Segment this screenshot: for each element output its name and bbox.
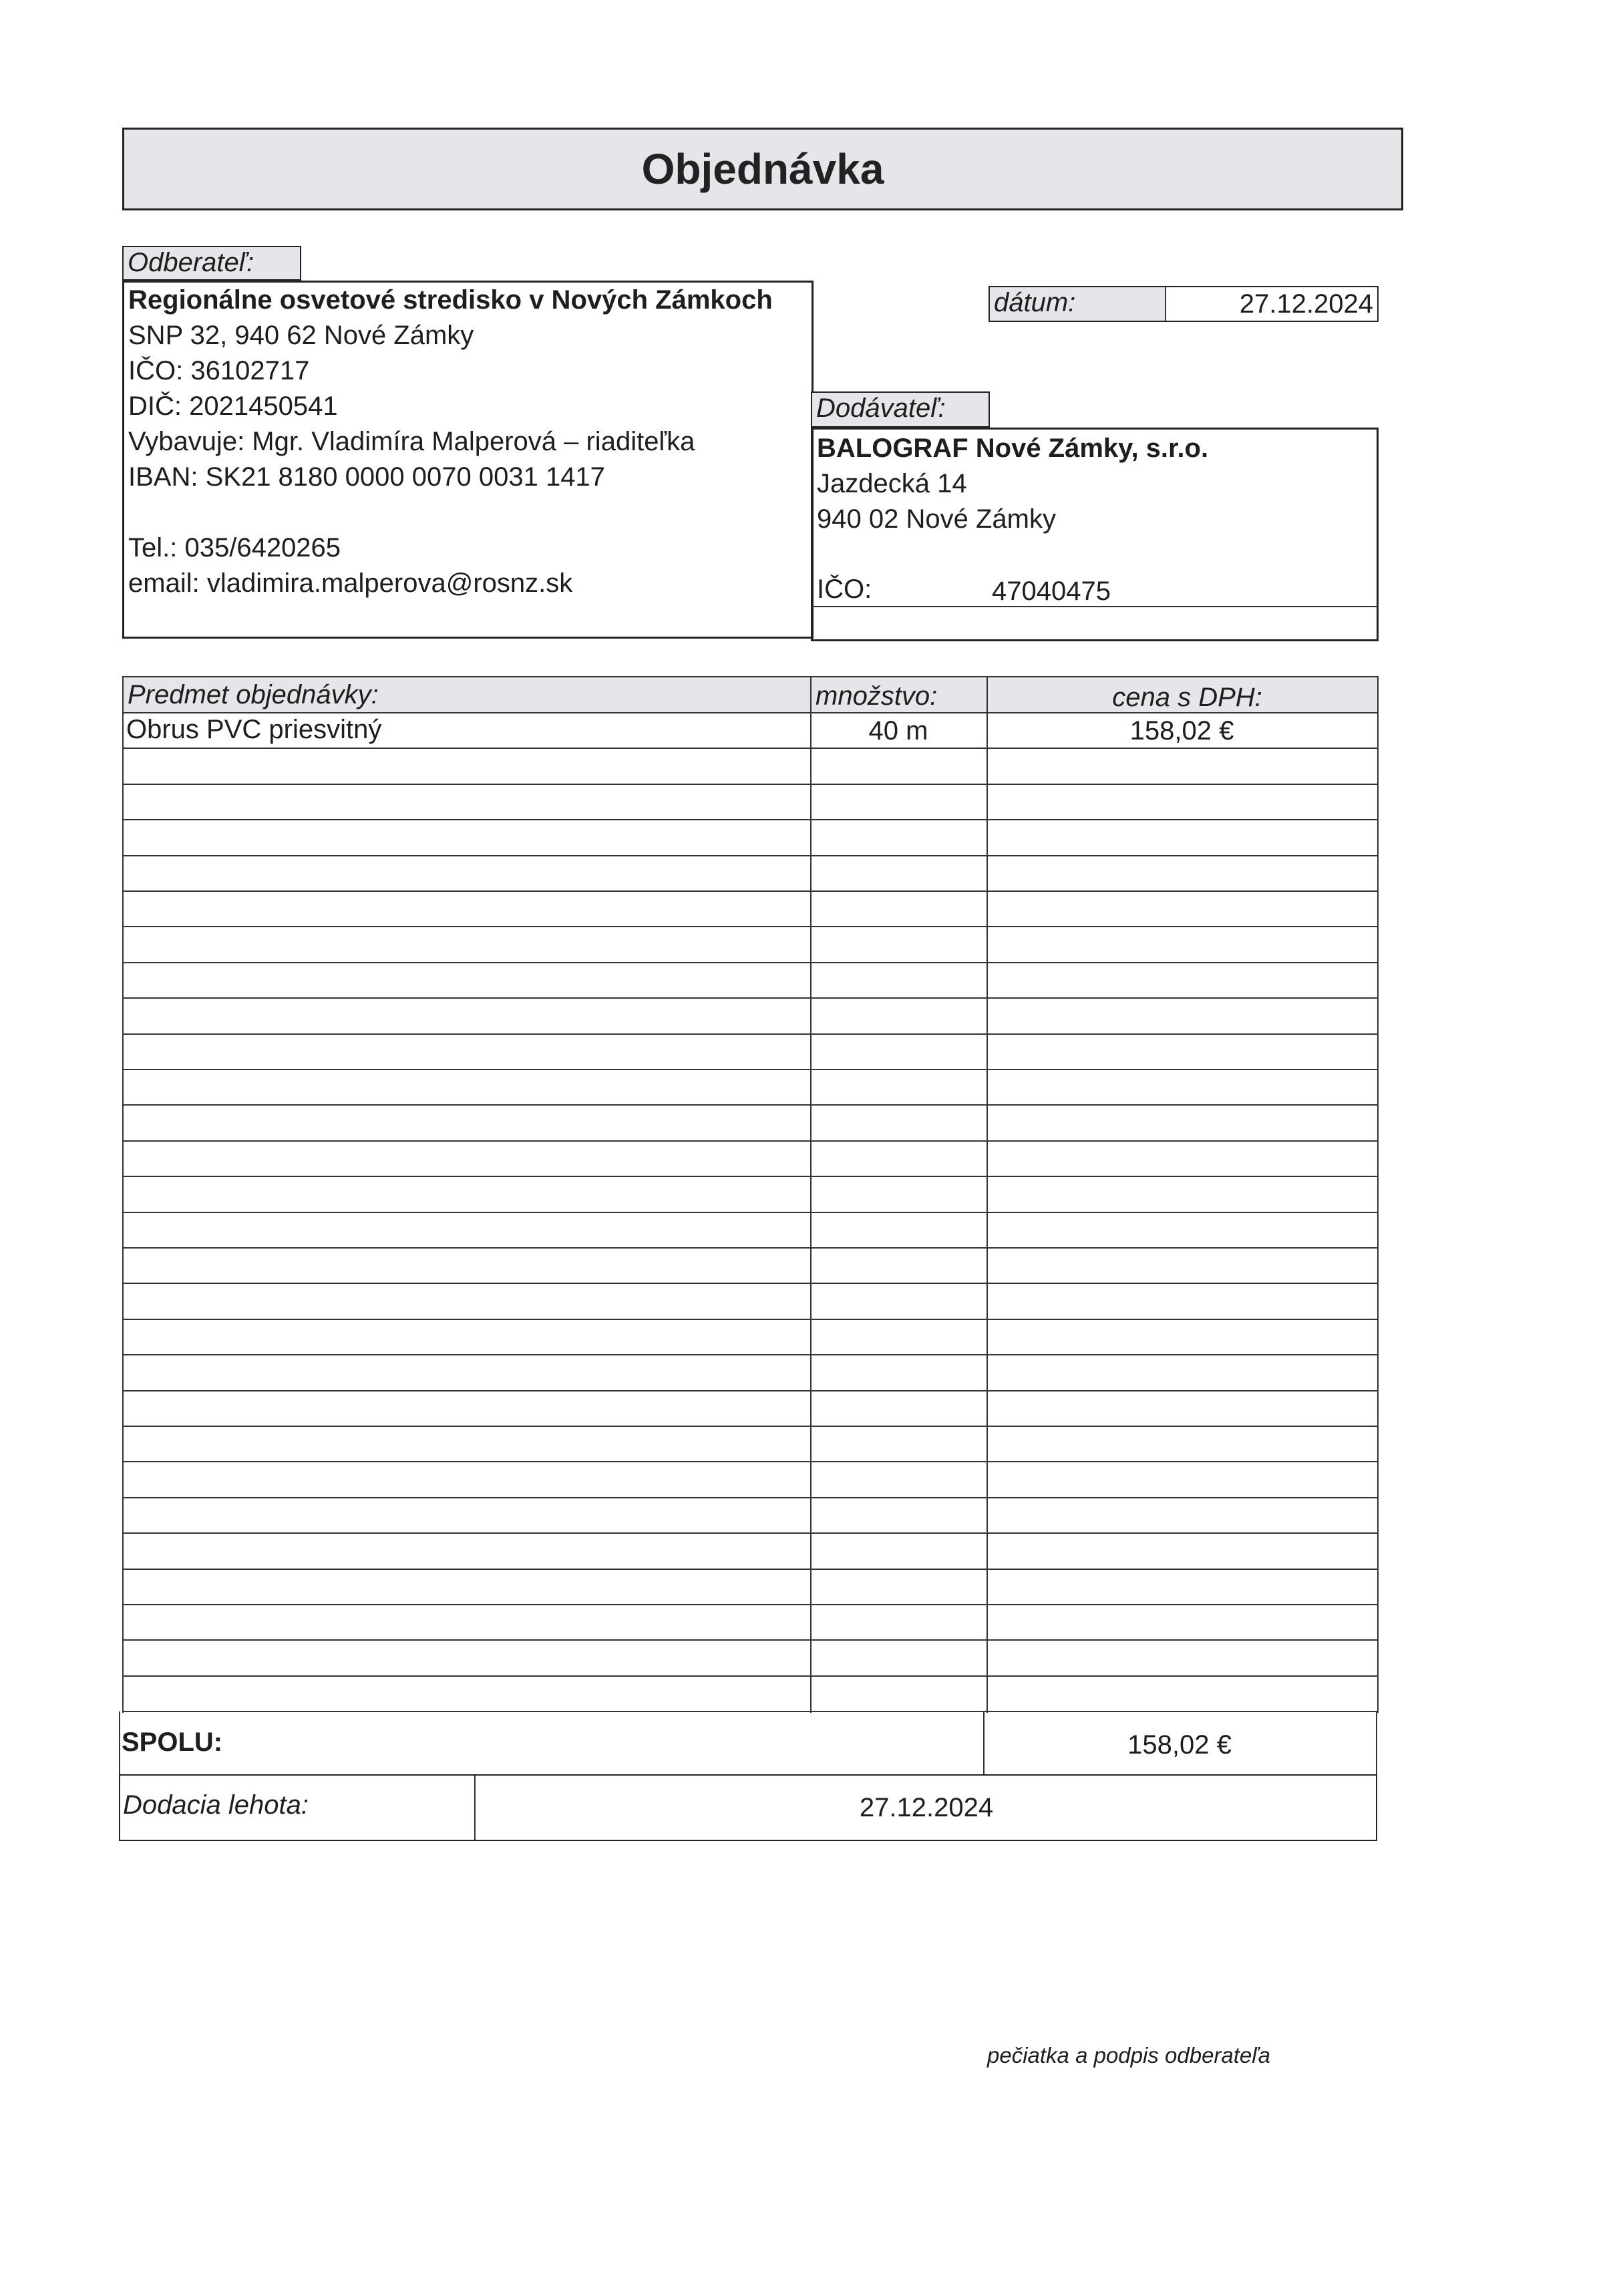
table-row-line [122, 1569, 1379, 1570]
table-border-right [1377, 676, 1379, 1713]
header-price: cena s DPH: [1112, 683, 1262, 712]
signature-caption: pečiatka a podpis odberateľa [987, 2043, 1270, 2068]
customer-address: SNP 32, 940 62 Nové Zámky [128, 321, 474, 350]
date-box [989, 286, 1379, 322]
customer-dic: DIČ: 2021450541 [128, 391, 338, 421]
date-label: dátum: [990, 287, 1166, 321]
total-border-right [1376, 1711, 1377, 1776]
header-item: Predmet objednávky: [128, 680, 379, 709]
table-row-line [122, 1247, 1379, 1249]
supplier-label: Dodávateľ: [811, 391, 990, 428]
document-title: Objednávka [122, 128, 1403, 210]
table-row-line [122, 1426, 1379, 1427]
customer-ico: IČO: 36102717 [128, 356, 310, 385]
table-row-line [122, 1497, 1379, 1498]
row-1-item: Obrus PVC priesvitný [126, 715, 382, 744]
table-row-line [122, 962, 1379, 963]
table-row-line [122, 926, 1379, 927]
customer-name: Regionálne osvetové stredisko v Nových Zámkoch [128, 285, 773, 315]
table-row-line [122, 1354, 1379, 1355]
table-row-line [122, 784, 1379, 785]
table-row-line [122, 819, 1379, 820]
table-row-line [122, 1532, 1379, 1534]
column-divider-quantity [810, 676, 812, 1713]
table-row-line [122, 1033, 1379, 1035]
customer-iban: IBAN: SK21 8180 0000 0070 0031 1417 [128, 462, 605, 492]
table-row-line [122, 997, 1379, 999]
items-table [122, 676, 1379, 1713]
table-border-left [122, 676, 124, 1713]
supplier-name: BALOGRAF Nové Zámky, s.r.o. [817, 434, 1209, 463]
table-row-line [122, 1319, 1379, 1320]
supplier-ico-value: 47040475 [992, 577, 1111, 606]
supplier-box [811, 428, 1379, 641]
customer-box [122, 281, 814, 639]
delivery-label: Dodacia lehota: [123, 1790, 309, 1820]
supplier-street: Jazdecká 14 [817, 469, 967, 498]
table-row-line [122, 855, 1379, 856]
table-row-line [122, 1140, 1379, 1142]
column-divider-price [987, 676, 988, 1713]
row-1-quantity: 40 m [868, 716, 928, 746]
table-row-line [122, 1461, 1379, 1462]
delivery-row [119, 1774, 1377, 1841]
delivery-value: 27.12.2024 [859, 1793, 994, 1822]
table-row-line [122, 1639, 1379, 1641]
customer-handler: Vybavuje: Mgr. Vladimíra Malperová – riaditeľka [128, 427, 695, 456]
date-value: 27.12.2024 [1239, 289, 1373, 319]
supplier-divider [813, 606, 1379, 607]
customer-label: Odberateľ: [122, 246, 301, 281]
table-row-line [122, 1069, 1379, 1070]
supplier-ico-label: IČO: [817, 575, 872, 604]
table-row-line [122, 1675, 1379, 1677]
table-row-line [122, 1390, 1379, 1391]
table-row-line [122, 1176, 1379, 1177]
total-row [119, 1711, 1377, 1776]
supplier-city: 940 02 Nové Zámky [817, 504, 1056, 534]
table-row-line [122, 1283, 1379, 1284]
table-row-line [122, 1604, 1379, 1605]
total-label: SPOLU: [122, 1728, 223, 1757]
table-row-line [122, 1104, 1379, 1106]
header-quantity: množstvo: [816, 681, 938, 711]
total-value: 158,02 € [1127, 1730, 1232, 1760]
row-1-price: 158,02 € [1129, 716, 1234, 746]
customer-email: email: vladimira.malperova@rosnz.sk [128, 568, 573, 598]
table-row-line [122, 1212, 1379, 1213]
customer-tel: Tel.: 035/6420265 [128, 533, 341, 562]
table-row-line [122, 890, 1379, 892]
total-border-left [119, 1711, 120, 1776]
